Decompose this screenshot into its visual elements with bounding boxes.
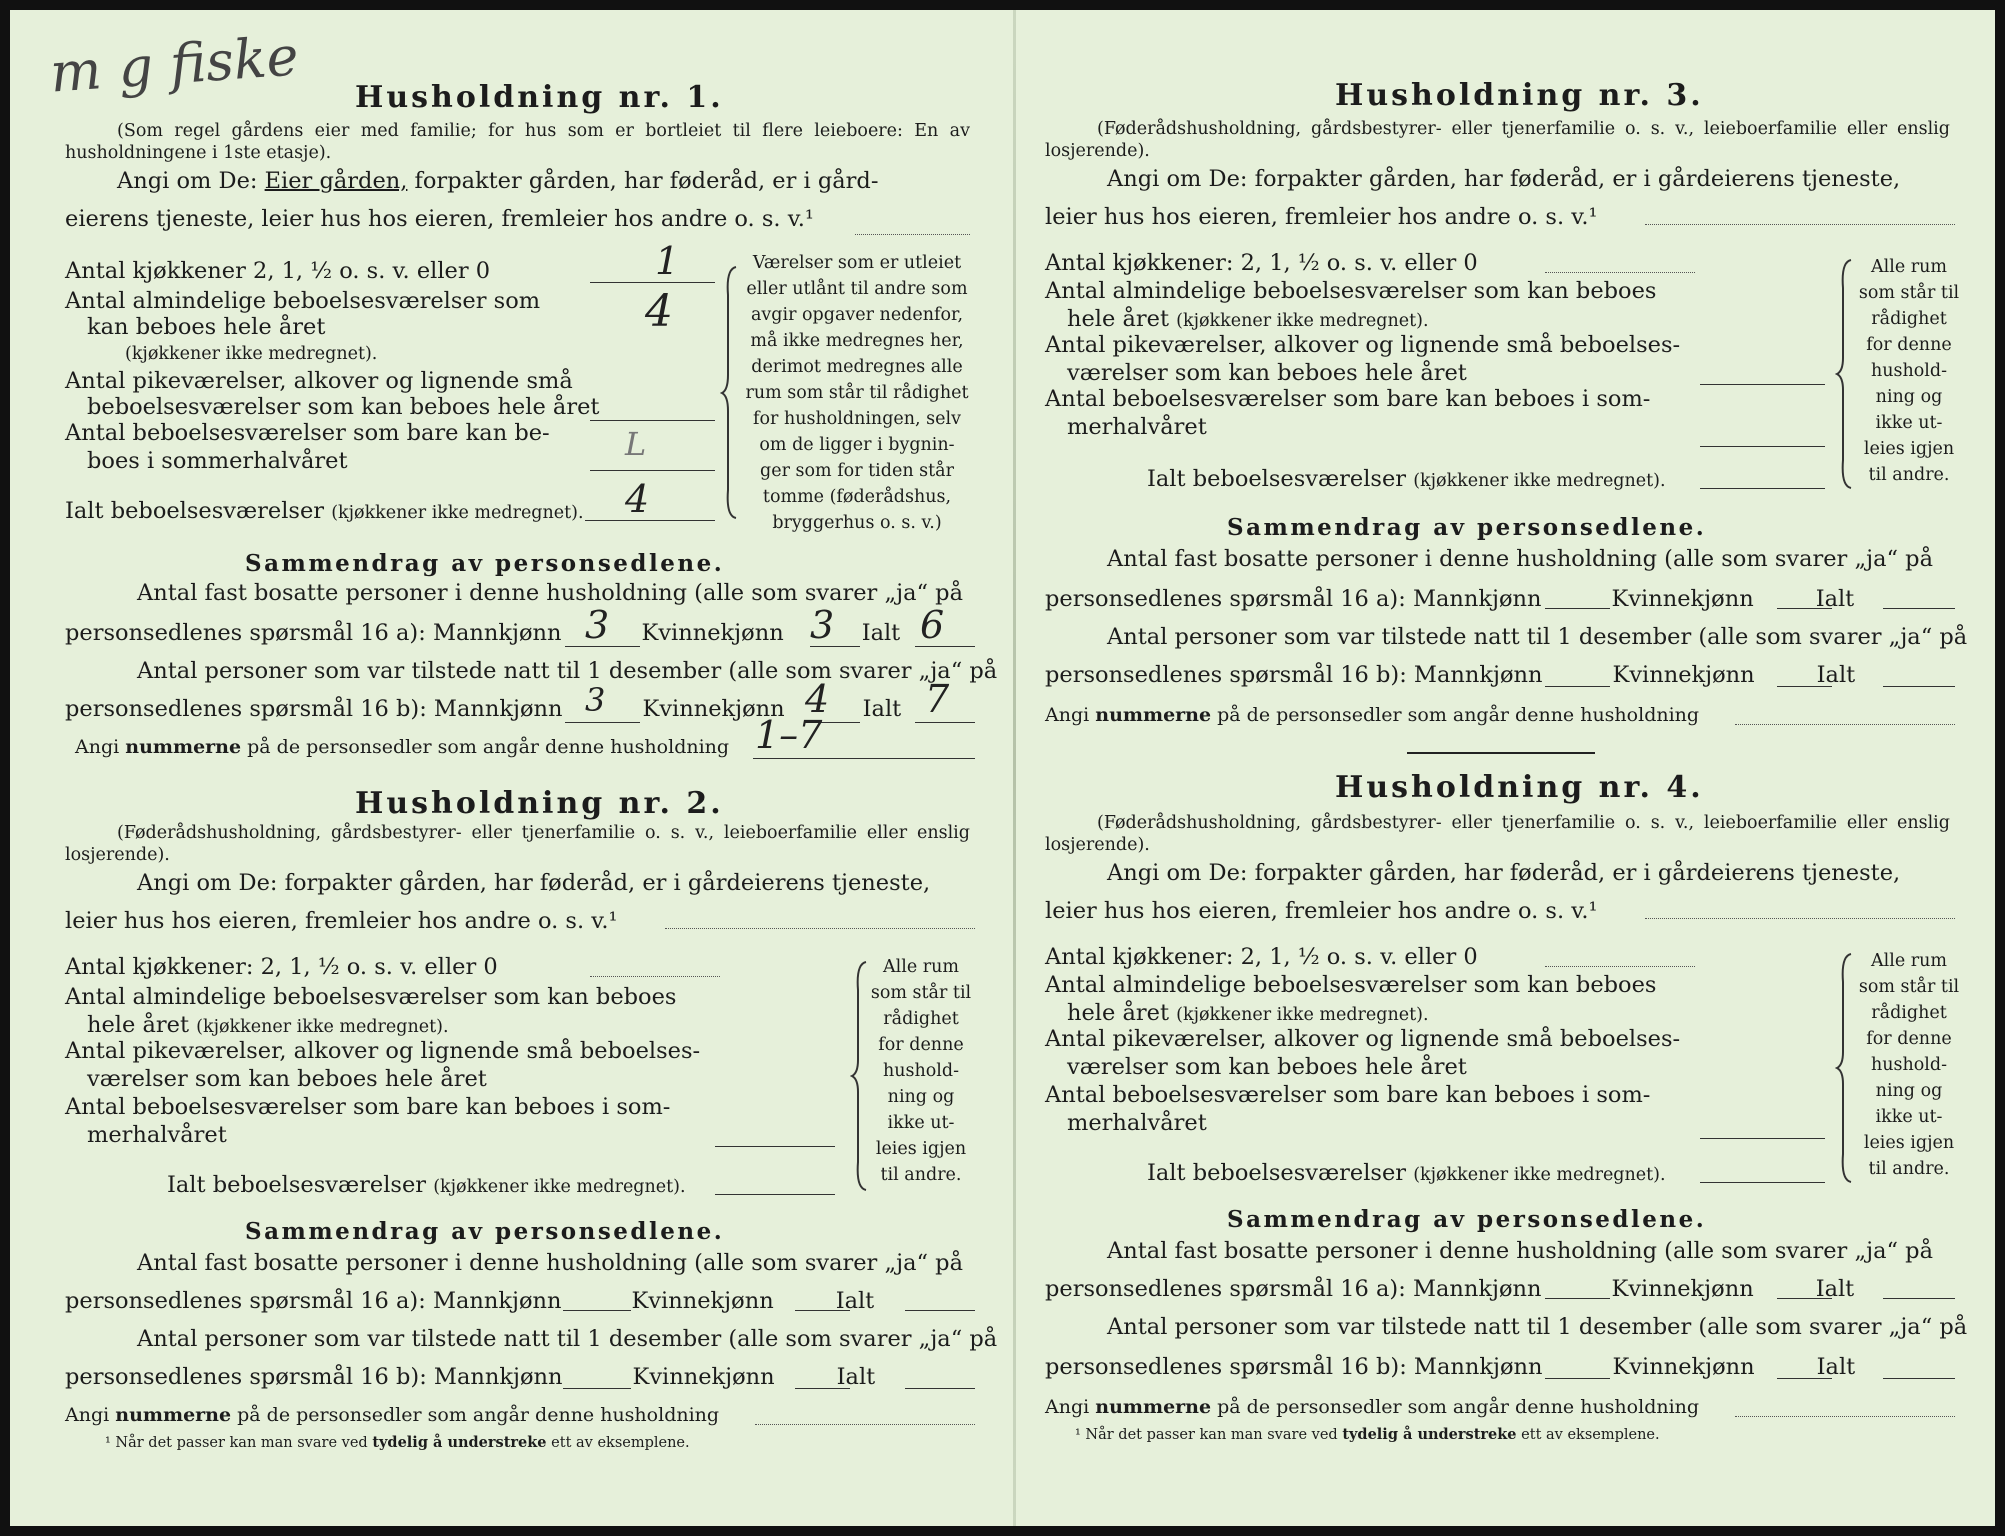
h1-sommer-label-1: Antal beboelsesværelser som bare kan be- (65, 420, 550, 446)
right-page (1045, 10, 1975, 1526)
h1-nummer-answer-line (753, 758, 975, 759)
h1-summary-line-2: personsedlenes spørsmål 16 a): Mannkjønn Kvinnekjønn Ialt (65, 620, 901, 646)
h3-summary-line-4: personsedlenes spørsmål 16 b): Mannkjønn Kvinnekjønn Ialt (1045, 662, 1856, 688)
h4-m16b-line (1545, 1378, 1610, 1379)
household-2-note: (Føderådshusholdning, gårdsbestyrer- eller tjenerfamilie o. s. v., leieboerfamilie eller enslig losjerende). (65, 823, 970, 865)
h4-nummer-line: Angi nummerne på de personsedler som angår denne husholdning (1045, 1396, 1700, 1418)
h1-kjokkener-label: Antal kjøkkener 2, 1, ½ o. s. v. eller 0 (65, 258, 491, 284)
h2-kjokkener-label: Antal kjøkkener: 2, 1, ½ o. s. v. eller 0 (65, 954, 498, 980)
h3-summary-line-1: Antal fast bosatte personer i denne husholdning (alle som svarer „ja“ på (1107, 546, 1933, 572)
h3-ialt-label: Ialt beboelsesværelser (kjøkkener ikke medregnet). (1147, 466, 1666, 492)
h4-k16b-line (1777, 1378, 1832, 1379)
h1-m16b-value: 3 (585, 681, 606, 719)
angi-answer-line (855, 234, 970, 235)
h4-angi-answer-line (1645, 918, 1955, 919)
h2-nummer-answer-line (755, 1424, 975, 1425)
h1-k16a-value: 3 (810, 603, 835, 647)
angi-rest: forpakter gården, har føderåd, er i gård- (407, 168, 879, 194)
h2-summary-line-2: personsedlenes spørsmål 16 a): Mannkjønn Kvinnekjønn Ialt (65, 1288, 875, 1314)
h2-k16a-line (795, 1310, 850, 1311)
h1-sommer-line (590, 470, 715, 471)
h3-nummer-answer-line (1735, 724, 1955, 725)
h3-summary-line-2: personsedlenes spørsmål 16 a): Mannkjønn Kvinnekjønn Ialt (1045, 586, 1855, 612)
h1-nummer-value: 1–7 (755, 713, 823, 757)
h2-pike-label-2: værelser som kan beboes hele året (87, 1066, 487, 1092)
h1-i16b-line (915, 722, 975, 723)
h4-angi-line-2: leier hus hos eieren, fremleier hos andre o. s. v.¹ (1045, 898, 1598, 924)
h3-nummer-line: Angi nummerne på de personsedler som angår denne husholdning (1045, 704, 1700, 726)
right-footnote: ¹ Når det passer kan man svare ved tydelig å understreke ett av eksemplene. (1075, 1426, 1660, 1443)
h1-m16a-value: 3 (585, 603, 610, 647)
h2-side-note: Alle rum som står til rådighet for denne hushold- ning og ikke ut- leies igjen til andre. (870, 957, 972, 1185)
h1-i16b-value: 7 (925, 677, 950, 721)
h2-ialt-line (715, 1194, 835, 1195)
h1-kjokkener-line (590, 282, 715, 283)
household-4-note: (Føderådshusholdning, gårdsbestyrer- eller tjenerfamilie o. s. v., leieboerfamilie eller enslig losjerende). (1045, 813, 1950, 855)
h4-summary-title: Sammendrag av personsedlene. (1227, 1206, 1707, 1233)
h3-pike-label-2: værelser som kan beboes hele året (1067, 360, 1467, 386)
h3-ialt-line (1700, 488, 1825, 489)
h2-sommer-label-1: Antal beboelsesværelser som bare kan beboes i som- (65, 1094, 671, 1120)
h1-side-note: Værelser som er utleiet eller utlånt til andre som avgir opgaver nedenfor, må ikke medregnes her, derimot medregnes alle rum som står til rådighet for husholdningen, selv om de ligger i bygnin- ger som for tiden står tomme (føderådshus, bryggerhus o. s. v.) (745, 253, 969, 533)
h4-sommer-label-1: Antal beboelsesværelser som bare kan beboes i som- (1045, 1082, 1651, 1108)
h2-i16a-line (905, 1310, 975, 1311)
h2-summary-title: Sammendrag av personsedlene. (245, 1218, 725, 1245)
h2-alm-label-2: hele året (kjøkkener ikke medregnet). (87, 1012, 449, 1038)
h4-summary-line-3: Antal personer som var tilstede natt til 1 desember (alle som svarer „ja“ på (1107, 1314, 1968, 1340)
h4-k16a-line (1777, 1298, 1832, 1299)
h3-k16b-line (1777, 686, 1832, 687)
h1-summary-line-1: Antal fast bosatte personer i denne husholdning (alle som svarer „ja“ på (137, 580, 963, 606)
h2-nummer-line: Angi nummerne på de personsedler som angår denne husholdning (65, 1404, 720, 1426)
h1-alm-label-3: (kjøkkener ikke medregnet). (125, 344, 378, 364)
h4-alm-label-1: Antal almindelige beboelsesværelser som kan beboes (1045, 972, 1657, 998)
h3-brace (1835, 258, 1855, 490)
h2-sommer-line (715, 1146, 835, 1147)
h1-pike-line (590, 420, 715, 421)
h3-pike-line (1700, 384, 1825, 385)
h1-alm-label-1: Antal almindelige beboelsesværelser som (65, 288, 541, 314)
h2-angi-answer-line (665, 928, 975, 929)
h2-alm-label-1: Antal almindelige beboelsesværelser som kan beboes (65, 984, 677, 1010)
h4-i16b-line (1883, 1378, 1955, 1379)
h3-kjokkener-dots (1545, 272, 1695, 273)
h4-ialt-line (1700, 1182, 1825, 1183)
h3-sommer-label-2: merhalvåret (1067, 414, 1207, 440)
h4-sommer-label-2: merhalvåret (1067, 1110, 1207, 1136)
h2-summary-line-4: personsedlenes spørsmål 16 b): Mannkjønn Kvinnekjønn Ialt (65, 1364, 876, 1390)
h1-pike-label-1: Antal pikeværelser, alkover og lignende små (65, 368, 573, 394)
household-3-heading: Husholdning nr. 3. (1335, 78, 1704, 113)
household-2-heading: Husholdning nr. 2. (355, 786, 724, 821)
h4-summary-line-4: personsedlenes spørsmål 16 b): Mannkjønn Kvinnekjønn Ialt (1045, 1354, 1856, 1380)
h1-alm-value: 4 (645, 286, 673, 337)
ialt-note: (kjøkkener ikke medregnet). (331, 503, 584, 523)
h2-angi-line-2: leier hus hos eieren, fremleier hos andre o. s. v.¹ (65, 908, 618, 934)
h3-sommer-line (1700, 446, 1825, 447)
h1-nummer-line: Angi nummerne på de personsedler som angår denne husholdning (75, 736, 730, 758)
handwritten-title: m g fiske (48, 24, 301, 105)
page-fold (1013, 10, 1016, 1526)
h2-kjokkener-dots (590, 976, 720, 977)
h2-pike-label-1: Antal pikeværelser, alkover og lignende små beboelses- (65, 1038, 701, 1064)
h4-kjokkener-dots (1545, 966, 1695, 967)
h3-angi-answer-line (1645, 224, 1955, 225)
h2-k16b-line (795, 1388, 850, 1389)
h3-summary-title: Sammendrag av personsedlene. (1227, 514, 1707, 541)
h3-side-note: Alle rum som står til rådighet for denne hushold- ning og ikke ut- leies igjen til andre. (1858, 257, 1960, 485)
household-1-angi-line-2: eierens tjeneste, leier hus hos eieren, fremleier hos andre o. s. v.¹ (65, 206, 814, 232)
h1-ialt-label (65, 498, 584, 524)
h2-ialt-label: Ialt beboelsesværelser (kjøkkener ikke medregnet). (167, 1172, 686, 1198)
household-1-heading: Husholdning nr. 1. (355, 80, 724, 115)
h4-ialt-label: Ialt beboelsesværelser (kjøkkener ikke medregnet). (1147, 1160, 1666, 1186)
h4-side-note: Alle rum som står til rådighet for denne hushold- ning og ikke ut- leies igjen til andre. (1858, 951, 1960, 1179)
h1-m16b-line (565, 722, 640, 723)
h1-k16b-value: 4 (805, 677, 830, 721)
h1-summary-line-4: personsedlenes spørsmål 16 b): Mannkjønn Kvinnekjønn Ialt (65, 696, 902, 722)
h2-m16b-line (563, 1388, 631, 1389)
h4-angi-line-1: Angi om De: forpakter gården, har føderåd, er i gårdeierens tjeneste, (1107, 860, 1901, 886)
household-1-note: (Som regel gårdens eier med familie; for hus som er bortleiet til flere leieboere: En av husholdningene i 1ste etasje). (65, 121, 970, 163)
h1-i16a-value: 6 (920, 603, 945, 647)
h3-alm-label-2: hele året (kjøkkener ikke medregnet). (1067, 306, 1429, 332)
h2-angi-line-1: Angi om De: forpakter gården, har føderåd, er i gårdeierens tjeneste, (137, 870, 931, 896)
h1-summary-line-3: Antal personer som var tilstede natt til 1 desember (alle som svarer „ja“ på (137, 658, 998, 684)
angi-underlined-answer: Eier gården, (264, 168, 408, 194)
household-3-note: (Føderådshusholdning, gårdsbestyrer- eller tjenerfamilie o. s. v., leieboerfamilie eller enslig losjerende). (1045, 119, 1950, 161)
h3-k16a-line (1777, 608, 1832, 609)
h1-summary-title: Sammendrag av personsedlene. (245, 550, 725, 577)
angi-prefix: Angi om De: (117, 168, 265, 194)
left-page (65, 10, 998, 1526)
h1-kjokkener-value: 1 (655, 239, 680, 283)
h3-angi-line-2: leier hus hos eieren, fremleier hos andre o. s. v.¹ (1045, 204, 1598, 230)
h4-m16a-line (1545, 1298, 1610, 1299)
h3-i16a-line (1883, 608, 1955, 609)
h4-alm-label-2: hele året (kjøkkener ikke medregnet). (1067, 1000, 1429, 1026)
ialt-label: Ialt beboelsesværelser (65, 498, 325, 524)
h3-m16a-line (1545, 608, 1610, 609)
h3-summary-line-3: Antal personer som var tilstede natt til 1 desember (alle som svarer „ja“ på (1107, 624, 1968, 650)
h3-kjokkener-label: Antal kjøkkener: 2, 1, ½ o. s. v. eller 0 (1045, 250, 1478, 276)
household-4-heading: Husholdning nr. 4. (1335, 770, 1704, 805)
h4-pike-label-2: værelser som kan beboes hele året (1067, 1054, 1467, 1080)
h1-ialt-line (585, 520, 715, 521)
h4-brace (1835, 952, 1855, 1184)
h2-summary-line-3: Antal personer som var tilstede natt til 1 desember (alle som svarer „ja“ på (137, 1326, 998, 1352)
h1-ialt-value: 4 (625, 477, 650, 521)
census-sheet (10, 10, 1995, 1526)
h3-pike-label-1: Antal pikeværelser, alkover og lignende små beboelses- (1045, 332, 1681, 358)
h3-alm-label-1: Antal almindelige beboelsesværelser som kan beboes (1045, 278, 1657, 304)
h4-summary-line-1: Antal fast bosatte personer i denne husholdning (alle som svarer „ja“ på (1107, 1238, 1933, 1264)
h2-summary-line-1: Antal fast bosatte personer i denne husholdning (alle som svarer „ja“ på (137, 1250, 963, 1276)
h3-angi-line-1: Angi om De: forpakter gården, har føderåd, er i gårdeierens tjeneste, (1107, 166, 1901, 192)
h2-sommer-label-2: merhalvåret (87, 1122, 227, 1148)
h3-m16b-line (1545, 686, 1610, 687)
h4-nummer-answer-line (1735, 1416, 1955, 1417)
h4-sommer-line (1700, 1138, 1825, 1139)
h3-sommer-label-1: Antal beboelsesværelser som bare kan beboes i som- (1045, 386, 1651, 412)
h3-i16b-line (1883, 686, 1955, 687)
h1-alm-label-2: kan beboes hele året (87, 314, 326, 340)
h2-m16a-line (563, 1310, 631, 1311)
h1-sommer-value: L (625, 425, 647, 463)
h1-pike-label-2: beboelsesværelser som kan beboes hele året (87, 394, 600, 420)
section-divider (1407, 752, 1595, 754)
h1-sommer-label-2: boes i sommerhalvåret (87, 448, 348, 474)
h4-summary-line-2: personsedlenes spørsmål 16 a): Mannkjønn Kvinnekjønn Ialt (1045, 1276, 1855, 1302)
h4-i16a-line (1883, 1298, 1955, 1299)
left-footnote: ¹ Når det passer kan man svare ved tydelig å understreke ett av eksemplene. (105, 1434, 690, 1451)
h2-i16b-line (905, 1388, 975, 1389)
household-1-angi-line-1 (117, 168, 878, 194)
h4-pike-label-1: Antal pikeværelser, alkover og lignende små beboelses- (1045, 1026, 1681, 1052)
h4-kjokkener-label: Antal kjøkkener: 2, 1, ½ o. s. v. eller 0 (1045, 944, 1478, 970)
